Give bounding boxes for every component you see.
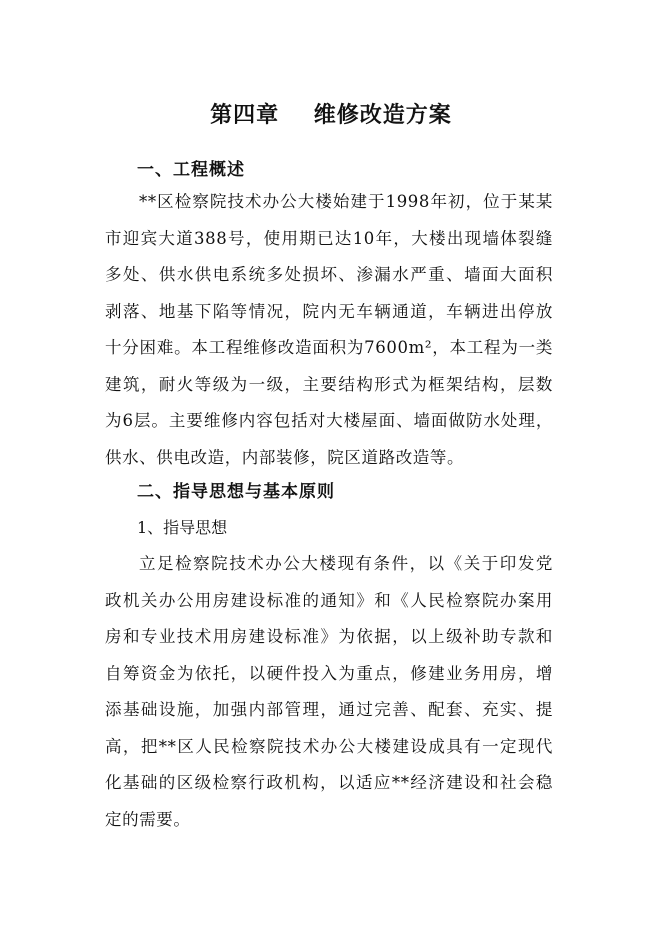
paragraph-line: 添基础设施，加强内部管理，通过完善、配套、充实、提 <box>105 700 553 719</box>
section-heading-guiding-principles: 二、指导思想与基本原则 <box>137 482 335 502</box>
paragraph-line: 政机关办公用房建设标准的通知》和《人民检察院办案用 <box>105 590 553 610</box>
paragraph-line: 定的需要。 <box>105 809 191 829</box>
chapter-title: 第四章 维修改造方案 <box>210 102 452 128</box>
overview-paragraph <box>105 184 553 476</box>
paragraph-line: 房和专业技术用房建设标准》为依据，以上级补助专款和 <box>105 627 553 646</box>
paragraph-line: 十分困难。本工程维修改造面积为7600m²，本工程为一类 <box>105 338 553 357</box>
paragraph-line: 化基础的区级检察行政机构，以适应**经济建设和社会稳 <box>105 773 553 792</box>
paragraph-line: 自筹资金为依托，以硬件投入为重点，修建业务用房，增 <box>105 663 553 683</box>
paragraph-line: 建筑，耐火等级为一级，主要结构形式为框架结构，层数 <box>105 374 553 394</box>
paragraph-line: 多处、供水供电系统多处损坏、渗漏水严重、墙面大面积 <box>105 265 553 284</box>
paragraph-line: 为6层。主要维修内容包括对大楼屋面、墙面做防水处理， <box>105 411 553 430</box>
paragraph-line: 立足检察院技术办公大楼现有条件，以《关于印发党 <box>139 554 553 573</box>
paragraph-line: 市迎宾大道388号，使用期已达10年，大楼出现墙体裂缝 <box>105 228 553 248</box>
paragraph-line: 供水、供电改造，内部装修，院区道路改造等。 <box>105 447 465 467</box>
subsection-heading-guiding-thought: 1、指导思想 <box>137 518 228 537</box>
guiding-thought-paragraph <box>105 546 553 838</box>
paragraph-line: 剥落、地基下陷等情况，院内无车辆通道，车辆进出停放 <box>105 301 553 321</box>
paragraph-line: **区检察院技术办公大楼始建于1998年初，位于某某 <box>139 192 553 211</box>
paragraph-line: 高，把**区人民检察院技术办公大楼建设成具有一定现代 <box>105 736 553 756</box>
section-heading-overview: 一、工程概述 <box>137 160 245 180</box>
